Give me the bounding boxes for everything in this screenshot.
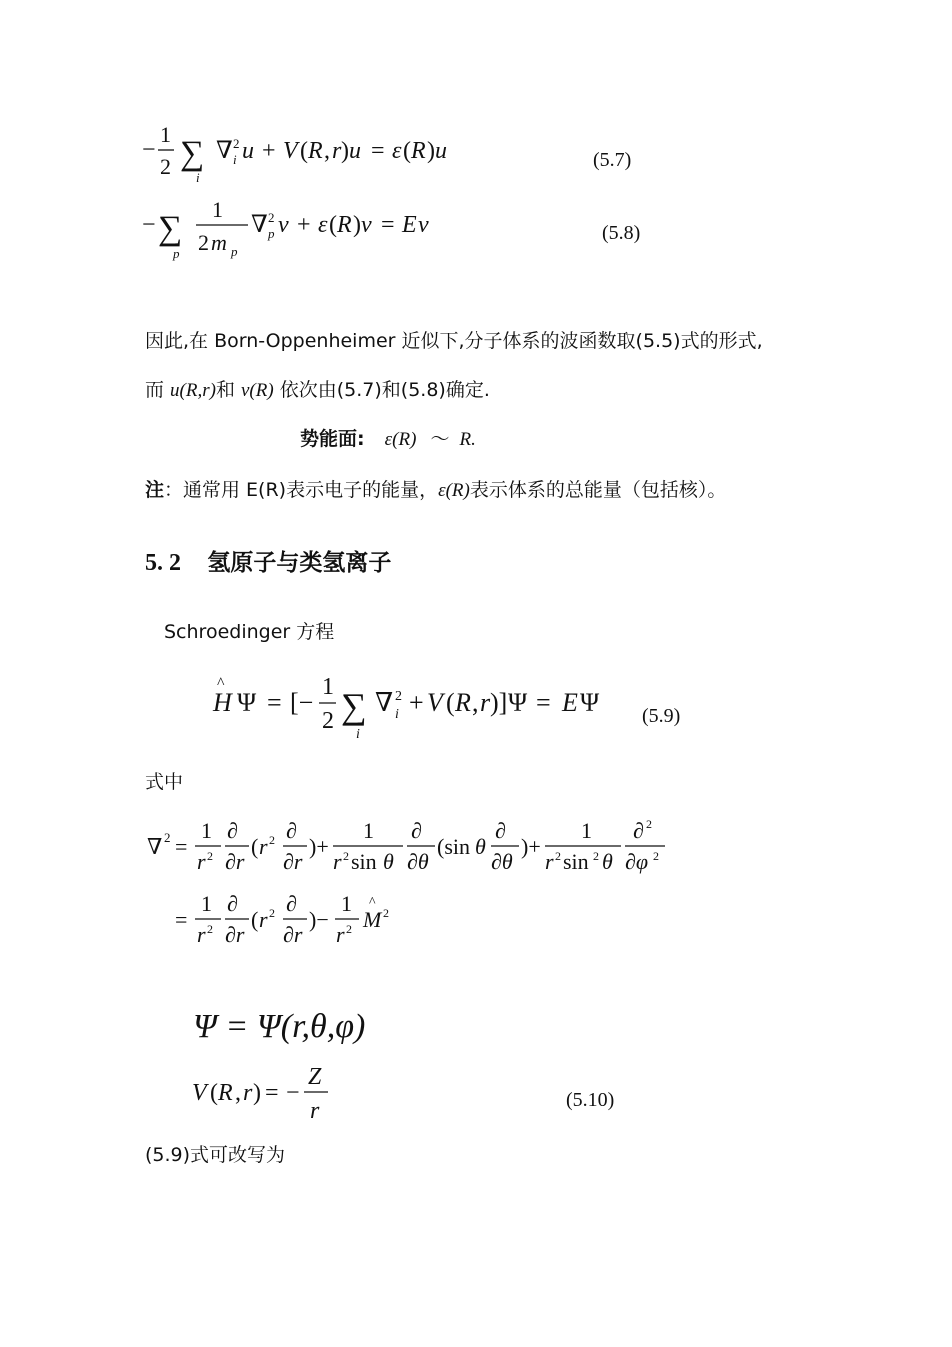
svg-text:2: 2 — [383, 906, 389, 920]
svg-text:=: = — [175, 834, 188, 859]
svg-text:2: 2 — [160, 154, 171, 179]
laplacian-equation — [145, 810, 675, 960]
svg-text:2: 2 — [593, 849, 599, 863]
svg-text:=: = — [267, 688, 282, 717]
note-text-1: ：通常用 E(R)表示电子的能量， — [164, 479, 439, 501]
note-text-2: 表示体系的总能量（包括核）。 — [469, 479, 727, 501]
svg-text:i: i — [196, 170, 200, 185]
para2-prefix: 而 — [145, 379, 171, 401]
equation-5-8 — [140, 190, 440, 268]
svg-text:∂: ∂ — [495, 818, 506, 843]
svg-text:(: ( — [210, 1080, 218, 1106]
svg-text:R: R — [337, 212, 352, 238]
svg-text:θ: θ — [602, 849, 613, 874]
svg-text:1: 1 — [160, 122, 171, 147]
svg-text:i: i — [356, 727, 360, 742]
svg-text:1: 1 — [322, 674, 334, 700]
svg-text:v: v — [361, 212, 372, 238]
svg-text:∂r: ∂r — [225, 849, 245, 874]
svg-text:θ: θ — [383, 849, 394, 874]
svg-text:+: + — [262, 138, 276, 164]
svg-text:=: = — [265, 1080, 279, 1106]
svg-text:ε: ε — [392, 138, 402, 164]
svg-text:R: R — [411, 138, 426, 164]
equation-number-5-8: (5.8) — [602, 222, 641, 244]
svg-text:=: = — [175, 907, 188, 932]
svg-text:)−: )− — [309, 907, 329, 932]
svg-text:(sin: (sin — [437, 834, 470, 859]
rewrite-line: (5.9)式可改写为 — [145, 1144, 286, 1166]
shizhong-label: 式中 — [145, 771, 184, 793]
svg-text:1: 1 — [201, 891, 212, 916]
svg-text:=: = — [371, 138, 385, 164]
svg-text:(: ( — [403, 138, 411, 164]
svg-text:(: ( — [251, 907, 259, 932]
svg-text:sin: sin — [351, 849, 377, 874]
svg-text:,: , — [235, 1080, 241, 1106]
svg-text:∇: ∇ — [216, 138, 233, 164]
pes-label: 势能面: — [300, 428, 365, 450]
svg-text:2: 2 — [346, 922, 352, 936]
svg-text:sin: sin — [563, 849, 589, 874]
svg-text:−: − — [142, 137, 156, 163]
svg-text:2: 2 — [207, 849, 213, 863]
svg-text:p: p — [268, 226, 275, 241]
svg-text:i: i — [395, 707, 399, 722]
svg-text:R: R — [308, 138, 323, 164]
svg-text:2: 2 — [322, 708, 334, 734]
svg-text:2: 2 — [653, 849, 659, 863]
section-title: 氢原子与类氢离子 — [207, 550, 392, 576]
svg-text:∂r: ∂r — [225, 922, 245, 947]
svg-text:r: r — [480, 688, 491, 717]
svg-text:(: ( — [251, 834, 259, 859]
svg-text:∂θ: ∂θ — [407, 849, 429, 874]
svg-text:r: r — [333, 849, 342, 874]
note-label: 注 — [145, 479, 165, 501]
svg-text:): ) — [253, 1080, 261, 1106]
svg-text:1: 1 — [581, 818, 592, 843]
svg-text:V: V — [192, 1080, 207, 1106]
svg-text:E: E — [402, 212, 417, 238]
equation-5-7 — [140, 118, 480, 188]
svg-text:Ψ: Ψ — [237, 688, 257, 717]
svg-text:2: 2 — [555, 849, 561, 863]
svg-text:^: ^ — [217, 675, 225, 692]
svg-text:u: u — [435, 138, 447, 164]
svg-text:E: E — [562, 688, 578, 717]
svg-text:∇: ∇ — [147, 834, 163, 859]
equation-5-10 — [190, 1060, 350, 1126]
section-heading — [145, 544, 391, 577]
svg-text:r: r — [310, 1098, 320, 1124]
equation-number-5-10: (5.10) — [566, 1089, 615, 1111]
svg-text:∂r: ∂r — [283, 922, 303, 947]
para2-suffix: 依次由(5.7)和(5.8)确定. — [273, 379, 490, 401]
svg-text:2: 2 — [269, 833, 275, 847]
svg-text:Ψ: Ψ — [508, 688, 528, 717]
svg-text:,: , — [324, 138, 330, 164]
svg-text:2: 2 — [164, 830, 171, 845]
svg-text:r: r — [259, 907, 268, 932]
svg-text:∑: ∑ — [158, 210, 183, 247]
svg-text:): ) — [341, 138, 349, 164]
svg-text:∑: ∑ — [180, 135, 205, 172]
svg-text:+: + — [297, 212, 311, 238]
svg-text:r: r — [243, 1080, 253, 1106]
svg-text:2: 2 — [233, 136, 240, 151]
svg-text:∂: ∂ — [633, 818, 644, 843]
pes-tilde: ～ — [430, 428, 450, 450]
paragraph-line-2 — [145, 378, 490, 403]
svg-text:=: = — [381, 212, 395, 238]
svg-text:p: p — [173, 246, 180, 261]
svg-text:^: ^ — [369, 895, 376, 910]
svg-text:R: R — [455, 688, 471, 717]
svg-text:): ) — [353, 212, 361, 238]
svg-text:2: 2 — [268, 210, 275, 225]
svg-text:[−: [− — [290, 688, 314, 717]
svg-text:2: 2 — [207, 922, 213, 936]
svg-text:∑: ∑ — [341, 686, 367, 726]
svg-text:∂: ∂ — [411, 818, 422, 843]
svg-text:Ψ: Ψ — [580, 688, 600, 717]
svg-text:∂: ∂ — [227, 818, 238, 843]
svg-text:H: H — [213, 688, 232, 717]
svg-text:)+: )+ — [309, 834, 329, 859]
symbol-u: u(R,r) — [170, 380, 216, 401]
svg-text:r: r — [197, 849, 206, 874]
svg-text:1: 1 — [201, 818, 212, 843]
svg-text:v: v — [278, 212, 289, 238]
svg-text:v: v — [418, 212, 429, 238]
note-epsilon: ε(R) — [438, 480, 470, 501]
svg-text:2: 2 — [395, 689, 402, 704]
svg-text:V: V — [283, 138, 298, 164]
svg-text:r: r — [197, 922, 206, 947]
pes-R: R. — [459, 429, 476, 450]
svg-text:(: ( — [300, 138, 308, 164]
svg-text:r: r — [545, 849, 554, 874]
svg-text:∇: ∇ — [375, 688, 394, 717]
symbol-v: v(R) — [241, 380, 274, 401]
svg-text:∂r: ∂r — [283, 849, 303, 874]
svg-text:∇: ∇ — [251, 212, 268, 238]
svg-text:∂: ∂ — [286, 818, 297, 843]
svg-text:i: i — [233, 152, 237, 167]
svg-text:2: 2 — [198, 230, 209, 255]
equation-number-5-9: (5.9) — [642, 705, 681, 727]
svg-text:(: ( — [446, 688, 455, 717]
svg-text:u: u — [242, 138, 254, 164]
potential-energy-surface-line — [300, 427, 476, 452]
svg-text:∂: ∂ — [227, 891, 238, 916]
svg-text:V: V — [427, 688, 443, 717]
svg-text:1: 1 — [341, 891, 352, 916]
svg-text:r: r — [332, 138, 342, 164]
svg-text:θ: θ — [475, 834, 486, 859]
schroedinger-label: Schroedinger 方程 — [164, 621, 335, 643]
svg-text:−: − — [286, 1080, 300, 1106]
equation-5-9 — [205, 668, 625, 748]
svg-text:Z: Z — [308, 1064, 322, 1090]
note-line — [145, 478, 726, 503]
svg-text:M: M — [363, 907, 382, 932]
svg-text:∂θ: ∂θ — [491, 849, 513, 874]
svg-text:,: , — [472, 688, 479, 717]
svg-text:R: R — [218, 1080, 233, 1106]
paragraph-line-1: 因此,在 Born-Oppenheimer 近似下,分子体系的波函数取(5.5)式的形式, — [145, 330, 763, 352]
psi-equation: Ψ = Ψ(r,θ,φ) — [193, 1008, 366, 1045]
equation-number-5-7: (5.7) — [593, 149, 632, 171]
svg-text:∂φ: ∂φ — [625, 849, 649, 874]
svg-text:u: u — [349, 138, 361, 164]
svg-text:(: ( — [329, 212, 337, 238]
svg-text:): ) — [427, 138, 435, 164]
svg-text:m: m — [211, 230, 227, 255]
svg-text:r: r — [259, 834, 268, 859]
pes-epsilon: ε(R) — [384, 429, 417, 450]
para2-and: 和 — [215, 379, 241, 401]
svg-text:∂: ∂ — [286, 891, 297, 916]
svg-text:=: = — [536, 688, 551, 717]
svg-text:2: 2 — [343, 849, 349, 863]
svg-text:2: 2 — [269, 906, 275, 920]
svg-text:2: 2 — [646, 817, 652, 831]
section-number: 5. 2 — [145, 550, 181, 576]
svg-text:p: p — [231, 244, 238, 259]
svg-text:−: − — [142, 212, 156, 238]
svg-text:1: 1 — [212, 197, 223, 222]
svg-text:1: 1 — [363, 818, 374, 843]
svg-text:+: + — [409, 688, 424, 717]
svg-text:)+: )+ — [521, 834, 541, 859]
svg-text:ε: ε — [318, 212, 328, 238]
svg-text:)]: )] — [490, 688, 508, 717]
svg-text:r: r — [336, 922, 345, 947]
